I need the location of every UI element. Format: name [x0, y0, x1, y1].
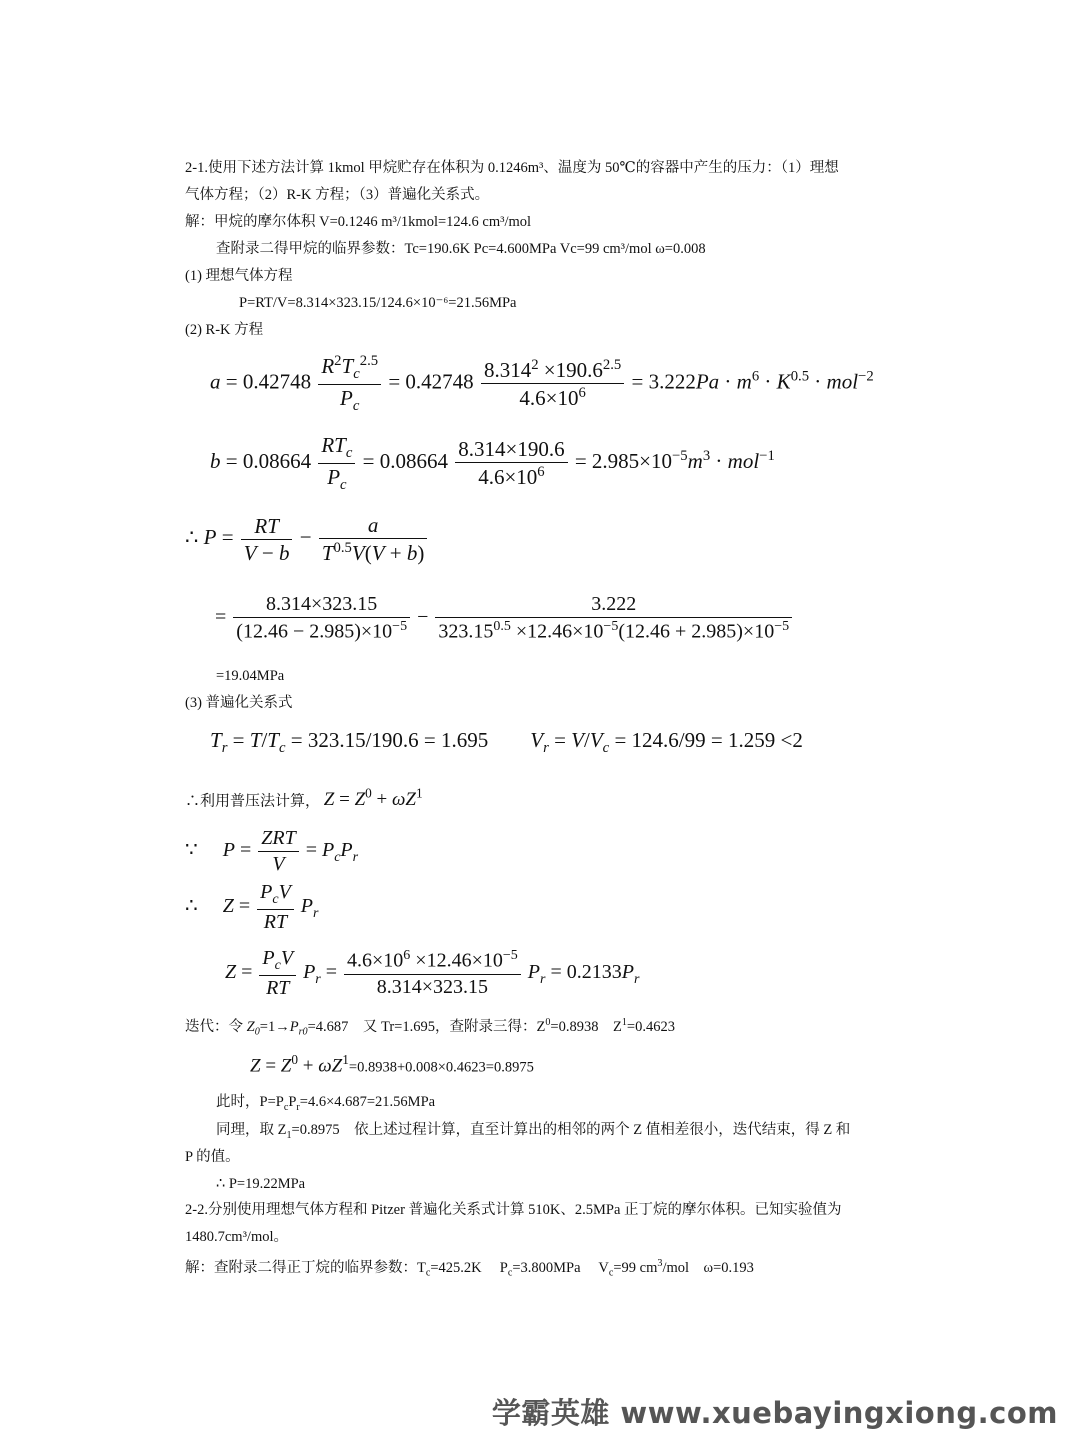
equation-reduced-params: $T_r = T/T_c = 323.15/190.6 = 1.695$ $V_r = V/V_c = 124.6/99 = 1.259 <2$ [210, 728, 803, 757]
part2-heading: (2) R-K 方程 [185, 322, 264, 338]
at-this-point: 此时，$P=P_cP_r=4.6\times 4.687=21.56MPa$ [216, 1094, 436, 1113]
equation-z-calc: $Z = Z^0 + \omega Z^1=0.8938+0.008\times 0.4623=0.8975$ [250, 1052, 534, 1077]
problem2-statement-line2: 1480.7cm³/mol。 [185, 1229, 289, 1245]
equation-rk-substituted: = $\frac{8.314\times 323.15}{(12.46 - 2.985)\times 10^{-5}}$ − $\frac{3.222}{323.15^{0.5} \times 12.46\times 10^{-5}(12.46 + 2.985)\times 10^{-5}}$ [215, 592, 794, 645]
problem1-statement-line1: 2-1.使用下述方法计算 1kmol 甲烷贮存在体积为 0.1246m³、温度为 50℃的容器中产生的压力：（1）理想 [185, 160, 839, 176]
problem2-statement-line1: 2-2.分别使用理想气体方程和 Pitzer 普遍化关系式计算 510K、2.5MPa 正丁烷的摩尔体积。已知实验值为 [185, 1202, 842, 1218]
part1-result: P=RT/V=8.314×323.15/124.6×10⁻⁶=21.56MPa [239, 295, 517, 311]
iteration-line: 迭代：令 $Z_0=1\to P_{r0}=4.687$ 又 Tr=1.695，查附录三得：$Z^0=0.8938$ $Z^1=0.4623$ [185, 1017, 675, 1038]
solution-intro: 解：甲烷的摩尔体积 V=0.1246 m³/1kmol=124.6 cm³/mol [185, 214, 532, 230]
equation-z-value: Z = $\frac{P_cV}{RT}$ $P_r$ = $\frac{4.6\times 10^6 \times 12.46\times 10^{-5}}{8.314\times 323.15}$ $P_r = 0.2133P_r$ [225, 947, 640, 999]
equation-because: ∵ P = $\frac{\text{ZRT}}{V}$ = $P_cP_r$ [185, 827, 359, 875]
part2-result: =19.04MPa [216, 668, 285, 684]
problem1-statement-line2: 气体方程；（2）R-K 方程；（3）普遍化关系式。 [185, 187, 490, 203]
similarly-line1: 同理，取 $Z_1=0.8975$ 依上述过程计算，直至计算出的相邻的两个 Z 值相差很小，迭代结束，得 Z 和 [216, 1122, 851, 1141]
critical-params-butane: 解：查附录二得正丁烷的临界参数：$T_c=425.2K$ $P_c=3.800MPa$ $V_c=99$ $cm^3$/mol ω=0.193 [185, 1258, 754, 1279]
final-result: ∴ P=19.22MPa [216, 1176, 306, 1192]
similarly-line2: P 的值。 [185, 1149, 240, 1165]
part3-heading: (3) 普遍化关系式 [185, 695, 293, 711]
equation-b: b = 0.08664 $\frac{RT_c}{P_c}$ = 0.08664 $\frac{8.314\times 190.6}{4.6\times 10^6}$ = $2.985\times 10^{-5}m^3 \cdot mol^{-1}$ [210, 433, 775, 493]
equation-rk: ∴ P = $\frac{RT}{V - b}$ − $\frac{a}{T^{0.5}V(V + b)}$ [185, 512, 429, 567]
watermark: 学霸英雄 www.xuebayingxiong.com [491, 1396, 1058, 1430]
critical-params-methane: 查附录二得甲烷的临界参数：Tc=190.6K Pc=4.600MPa Vc=99 cm³/mol ω=0.008 [216, 241, 706, 257]
equation-a: a = 0.42748 $\frac{R^2T_c^{2.5}}{P_c}$ = 0.42748 $\frac{8.314^2 \times 190.6^{2.5}}{4.6\times 10^6}$ = $3.222Pa \cdot m^6 \cdot K^{0.5} \cdot mol^{-2}$ [210, 353, 874, 414]
pitzer-line: ∴利用普压法计算， $Z = Z^0 + \omega Z^1$ [185, 786, 423, 811]
equation-therefore: ∴ Z = $\frac{P_cV}{RT}$ $P_r$ [185, 881, 319, 933]
part1-heading: (1) 理想气体方程 [185, 268, 293, 284]
